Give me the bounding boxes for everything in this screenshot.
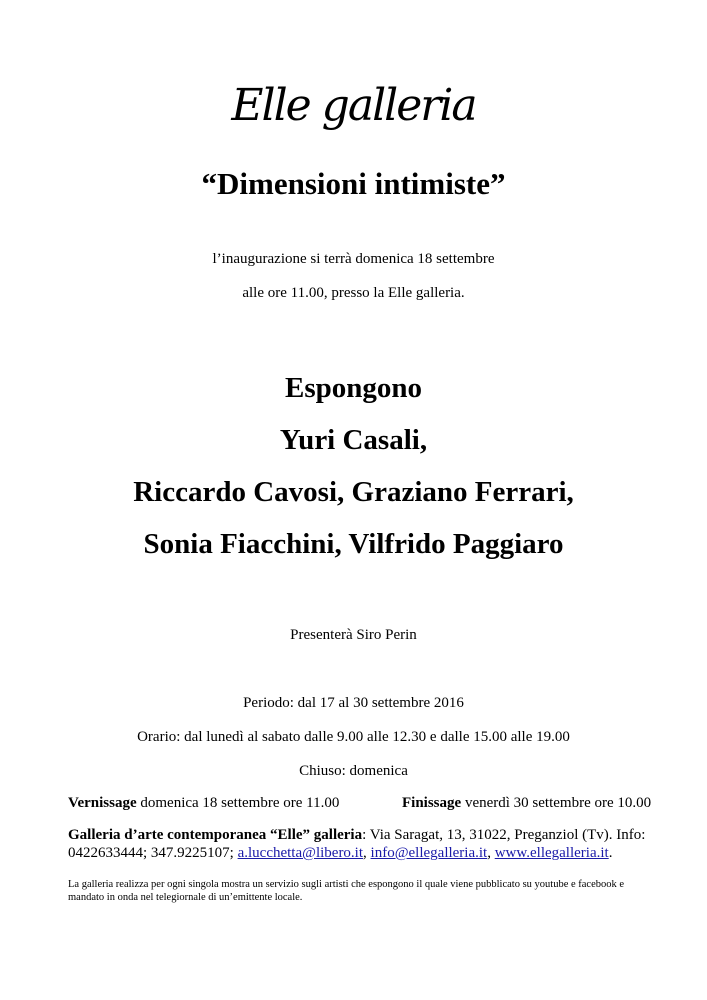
gallery-name: Galleria d’arte contemporanea “Elle” galleria	[68, 827, 363, 843]
closed-line: Chiuso: domenica	[299, 763, 408, 779]
hours-line: Orario: dal lunedì al sabato dalle 9.00 alle 12.30 e dalle 15.00 alle 19.00	[137, 729, 570, 745]
vernissage-line	[68, 796, 339, 811]
exhibitors-line-1: Yuri Casali,	[279, 424, 428, 456]
email-link-lucchetta[interactable]: a.lucchetta@libero.it	[237, 845, 364, 861]
inauguration-line-1: l’inaugurazione si terrà domenica 18 settembre	[212, 251, 495, 267]
website-link[interactable]: www.ellegalleria.it	[494, 845, 609, 861]
contact-line-2	[68, 846, 612, 861]
presenter-line: Presenterà Siro Perin	[290, 627, 417, 643]
vernissage-label: Vernissage	[68, 795, 137, 811]
exhibit-title: “Dimensioni intimiste”	[201, 166, 506, 201]
finissage-label: Finissage	[402, 795, 462, 811]
gallery-address: : Via Saragat, 13, 31022, Preganziol (Tv). Info:	[362, 827, 646, 843]
inauguration-line-2: alle ore 11.00, presso la Elle galleria.	[242, 285, 465, 301]
exhibitors-line-3: Sonia Fiacchini, Vilfrido Paggiaro	[143, 528, 564, 560]
separator: ,	[363, 845, 371, 861]
contact-line-1	[68, 828, 645, 843]
gallery-logo: Elle galleria	[231, 80, 476, 131]
exhibitors-heading: Espongono	[284, 372, 422, 404]
disclaimer-text: La galleria realizza per ogni singola mostra un servizio sugli artisti che espongono il quale viene pubblicato su youtube e facebook e mandato in onda nel telegiornale di un’emittente locale.	[68, 879, 625, 903]
vernissage-text: domenica 18 settembre ore 11.00	[136, 795, 340, 811]
email-link-info[interactable]: info@ellegalleria.it	[370, 845, 488, 861]
separator: ,	[487, 845, 495, 861]
exhibitors-line-2: Riccardo Cavosi, Graziano Ferrari,	[133, 476, 574, 508]
finissage-line	[402, 796, 651, 811]
finissage-text: venerdì 30 settembre ore 10.00	[461, 795, 652, 811]
phone-numbers: 0422633444; 347.9225107;	[68, 845, 238, 861]
period-mark: .	[608, 845, 613, 861]
period-line: Periodo: dal 17 al 30 settembre 2016	[243, 695, 464, 711]
